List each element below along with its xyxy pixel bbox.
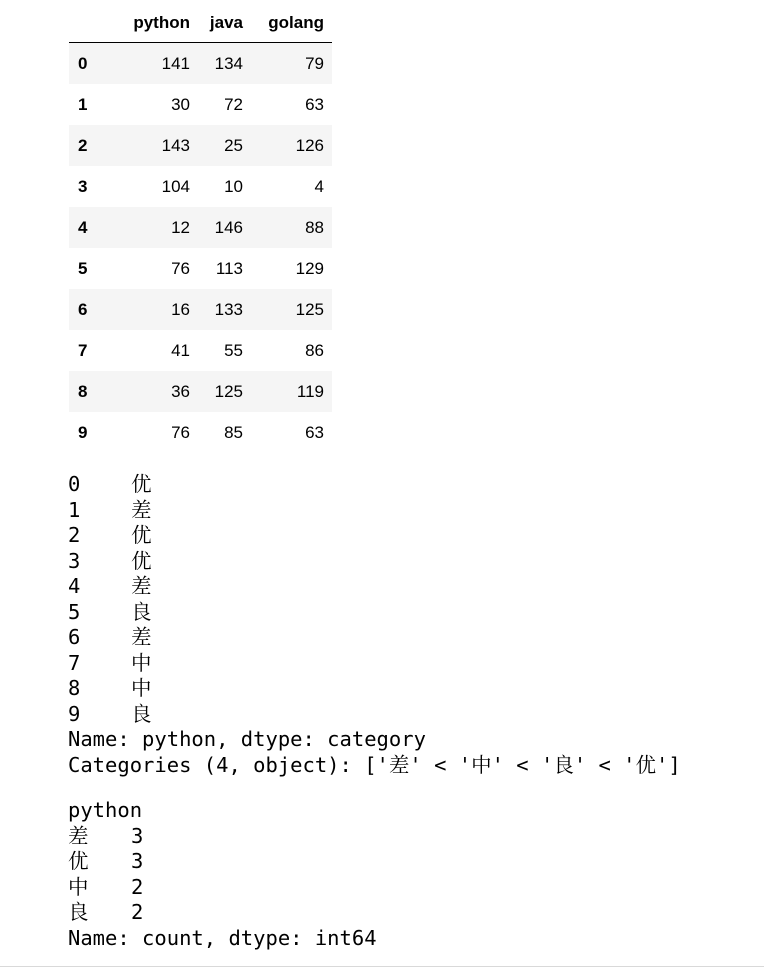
- series-value: 中: [131, 676, 152, 700]
- series-value: 良: [131, 701, 152, 726]
- cell-python: 76: [171, 258, 190, 278]
- series-value: 中: [131, 650, 152, 675]
- cell-python: 76: [171, 422, 190, 442]
- cell-golang: 119: [296, 381, 324, 401]
- table-row: [69, 289, 332, 330]
- value-counts-output: [68, 798, 377, 951]
- table-row: [69, 207, 332, 248]
- value-counts-category: 优: [68, 849, 89, 873]
- value-counts-count: 3: [131, 849, 144, 873]
- series-value: 优: [131, 472, 152, 496]
- column-header-java: java: [190, 4, 243, 43]
- cell-java: 25: [224, 135, 243, 155]
- row-index: 2: [78, 135, 88, 155]
- value-counts-category: 差: [68, 823, 89, 848]
- value-counts-row: [68, 875, 377, 901]
- dataframe-header-row: [69, 4, 332, 43]
- value-counts-count: 2: [131, 874, 144, 899]
- table-row: [69, 330, 332, 371]
- cell-python: 143: [161, 135, 190, 155]
- series-name-line: Name: python, dtype: category: [68, 727, 426, 751]
- cell-golang: 129: [295, 258, 324, 278]
- series-value: 差: [131, 625, 152, 649]
- cell-golang: 63: [305, 94, 324, 114]
- row-index: 8: [78, 381, 88, 401]
- series-index: 0: [68, 472, 81, 496]
- series-index: 8: [68, 676, 81, 700]
- series-row: [68, 651, 681, 677]
- row-index: 4: [78, 217, 88, 237]
- series-index: 3: [68, 548, 81, 573]
- series-row: [68, 702, 681, 728]
- series-value: 差: [131, 497, 152, 522]
- series-value: 良: [131, 599, 152, 624]
- dataframe-table: [69, 4, 332, 453]
- cell-python: 41: [171, 340, 190, 360]
- value-counts-row: [68, 824, 377, 850]
- series-row: [68, 574, 681, 600]
- value-counts-count: 2: [131, 900, 144, 924]
- cell-python: 104: [161, 176, 190, 196]
- table-row: [69, 412, 332, 453]
- series-row: [68, 676, 681, 702]
- row-index: 1: [78, 94, 88, 114]
- series-index: 7: [68, 650, 81, 675]
- value-counts-category: 良: [68, 900, 89, 924]
- table-row: [69, 84, 332, 125]
- series-row: [68, 523, 681, 549]
- series-row: [68, 600, 681, 626]
- dataframe-index-header: [69, 4, 95, 43]
- series-row: [68, 625, 681, 651]
- series-index: 6: [68, 625, 81, 649]
- table-row: [69, 371, 332, 412]
- series-index: 9: [68, 701, 81, 726]
- series-index: 5: [68, 599, 81, 624]
- series-row: [68, 472, 681, 498]
- value-counts-row: [68, 849, 377, 875]
- cell-java: 10: [224, 176, 243, 196]
- series-value: 优: [131, 523, 152, 547]
- cell-java: 133: [214, 299, 243, 319]
- cell-golang: 126: [295, 135, 324, 155]
- series-output: [68, 472, 681, 778]
- value-counts-category: 中: [68, 874, 89, 899]
- cell-java: 113: [215, 258, 243, 278]
- series-value: 差: [131, 574, 152, 598]
- cell-java: 134: [214, 53, 243, 73]
- column-header-python: python: [95, 4, 190, 43]
- table-row: [69, 125, 332, 166]
- cell-golang: 86: [305, 340, 324, 360]
- table-row: [69, 166, 332, 207]
- row-index: 3: [78, 176, 88, 196]
- cell-java: 125: [214, 381, 243, 401]
- cell-java: 72: [224, 94, 243, 114]
- series-index: 2: [68, 523, 81, 547]
- row-index: 5: [78, 258, 88, 278]
- cell-golang: 88: [305, 217, 324, 237]
- cell-python: 36: [171, 381, 190, 401]
- cell-python: 16: [171, 299, 190, 319]
- value-counts-header: python: [68, 798, 143, 822]
- series-row: [68, 549, 681, 575]
- cell-golang: 125: [295, 299, 324, 319]
- column-header-golang: golang: [243, 4, 332, 43]
- table-row: [69, 43, 332, 85]
- cell-java: 55: [224, 340, 243, 360]
- series-categories-line: Categories (4, object): ['差' < '中' < '良' < '优']: [68, 752, 681, 777]
- value-counts-name-line: Name: count, dtype: int64: [68, 925, 377, 950]
- value-counts-row: [68, 900, 377, 926]
- cell-golang: 63: [305, 422, 324, 442]
- series-index: 4: [68, 574, 81, 598]
- cell-python: 141: [161, 53, 190, 73]
- cell-java: 85: [224, 422, 243, 442]
- series-row: [68, 498, 681, 524]
- dataframe-body: [69, 43, 332, 454]
- value-counts-count: 3: [131, 823, 144, 848]
- row-index: 6: [78, 299, 88, 319]
- cell-python: 30: [171, 94, 190, 114]
- cell-python: 12: [171, 217, 190, 237]
- table-row: [69, 248, 332, 289]
- series-index: 1: [68, 497, 81, 522]
- row-index: 7: [78, 340, 88, 360]
- row-index: 9: [78, 422, 88, 442]
- cell-golang: 79: [305, 53, 324, 73]
- cell-golang: 4: [314, 176, 324, 196]
- cell-divider: [0, 966, 764, 967]
- cell-java: 146: [214, 217, 243, 237]
- series-value: 优: [131, 548, 152, 573]
- row-index: 0: [78, 53, 88, 73]
